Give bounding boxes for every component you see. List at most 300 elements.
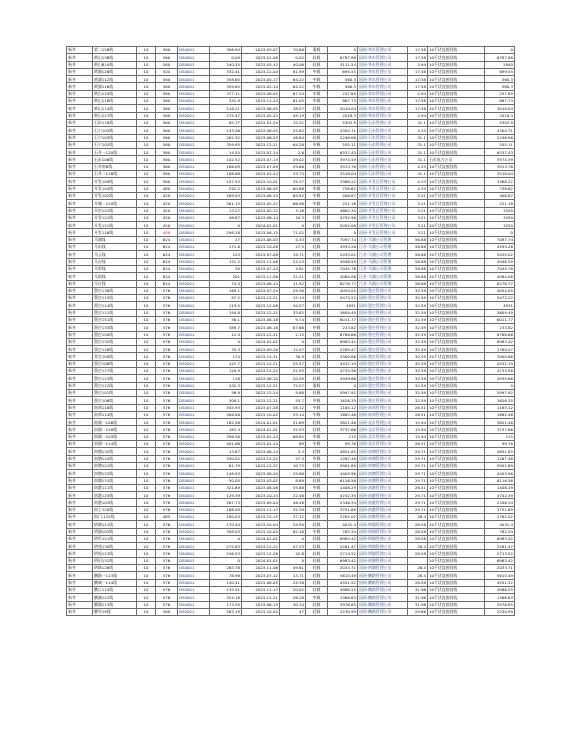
table-row [67, 484, 515, 491]
cost-cell: 257.89 [328, 90, 358, 97]
height-cell: 420 [156, 222, 178, 229]
province-cell: 新井 [67, 171, 93, 178]
height-cell: 576 [156, 353, 178, 360]
length-cell: 0 [210, 557, 242, 564]
unit-cell: 10千伏直接回线 [428, 83, 485, 90]
status-cell: 轻载 [306, 426, 328, 433]
qty-cell: 10 [137, 83, 156, 90]
rate-cell: 32.59 [408, 389, 428, 396]
unit-cell: 10千伏直接回线 [428, 47, 485, 54]
rate-cell: 3.21 [408, 214, 428, 221]
total-cell: 555.11 [485, 141, 515, 148]
company-cell: 国网·明湖管理公司 [358, 535, 408, 542]
value-cell: 37.12 [280, 514, 306, 521]
date-cell: 2023-01-24 [242, 433, 280, 440]
height-cell: 624 [156, 244, 178, 251]
height-cell: 576 [156, 462, 178, 469]
qty-cell: 10 [137, 280, 156, 287]
total-cell: 782.34 [485, 528, 515, 535]
unit-cell: 10千伏直接回线 [428, 141, 485, 148]
line-cell: 南邦116线 [93, 404, 137, 411]
value-cell: 61.99 [280, 68, 306, 75]
model-cell: DS0001 [178, 222, 210, 229]
qty-cell: 10 [137, 149, 156, 156]
rate-cell: 56.88 [408, 251, 428, 258]
table-row [67, 389, 515, 396]
rate-cell: 17.58 [408, 68, 428, 75]
length-cell: 263.19 [210, 608, 242, 615]
model-cell: DS0001 [178, 98, 210, 105]
rate-cell: 28.58 [408, 535, 428, 542]
value-cell: 9.88 [280, 389, 306, 396]
company-cell: 国网·开发区管理公司 [358, 185, 408, 192]
province-cell: 新井 [67, 535, 93, 542]
model-cell: DS0001 [178, 331, 210, 338]
line-cell: 鹏城一114线 [93, 579, 137, 586]
company-cell: 国网·北京管理公司 [358, 441, 408, 448]
height-cell: 576 [156, 368, 178, 375]
cost-cell: 3010.04 [328, 105, 358, 112]
company-cell: 国网·华东管理公司 [358, 61, 408, 68]
model-cell: DS0001 [178, 229, 210, 236]
date-cell: 2023-12-21 [242, 360, 280, 367]
total-cell: 5615.49 [485, 572, 515, 579]
model-cell: DS0001 [178, 280, 210, 287]
date-cell: 2023-03-02 [242, 477, 280, 484]
qty-cell: 10 [137, 419, 156, 426]
length-cell: 262.32 [210, 134, 242, 141]
cost-cell: 5901.89 [328, 462, 358, 469]
rate-cell: 56.88 [408, 258, 428, 265]
rate-cell: 31.96 [408, 594, 428, 601]
unit-cell: 10千伏直接回线 [428, 397, 485, 404]
unit-cell: 10千伏直接回线 [428, 309, 485, 316]
total-cell: 7097.74 [485, 236, 515, 243]
length-cell: 135.91 [210, 586, 242, 593]
date-cell: 2023-10-01 [242, 178, 280, 185]
cost-cell: 3913.76 [328, 163, 358, 170]
length-cell: 78.98 [210, 572, 242, 579]
company-cell: 国网·北京管理公司 [358, 419, 408, 426]
value-cell: 29.66 [280, 163, 306, 170]
date-cell: 2023-12-22 [242, 462, 280, 469]
model-cell: DS0001 [178, 572, 210, 579]
height-cell: 560 [156, 90, 178, 97]
line-cell: 黄山13B线 [93, 54, 137, 61]
status-cell: 轻载 [306, 572, 328, 579]
date-cell: 2023-11-13 [242, 586, 280, 593]
line-cell: 马东线 [93, 244, 137, 251]
model-cell: DS0001 [178, 273, 210, 280]
company-cell: 国网·墨庄管理公司 [358, 331, 408, 338]
table-row [67, 506, 515, 513]
status-cell: 轻载 [306, 119, 328, 126]
status-cell: 轻载 [306, 236, 328, 243]
length-cell: 389.7 [210, 324, 242, 331]
cost-cell: 5615.49 [328, 572, 358, 579]
province-cell: 新井 [67, 178, 93, 185]
province-cell: 新井 [67, 295, 93, 302]
table-row [67, 258, 515, 265]
date-cell: 2023-02-22 [242, 200, 280, 207]
table-row [67, 287, 515, 294]
total-cell: 6537.43 [485, 149, 515, 156]
rate-cell: 31.1 [408, 119, 428, 126]
rate-cell: 32.59 [408, 360, 428, 367]
length-cell: 187.4 [210, 426, 242, 433]
rate-cell: 29.66 [408, 608, 428, 615]
province-cell: 新井 [67, 127, 93, 134]
province-cell: 新井 [67, 419, 93, 426]
model-cell: DS0001 [178, 492, 210, 499]
table-row [67, 61, 515, 68]
date-cell: 2023-12-21 [242, 382, 280, 389]
total-cell: 6116.56 [485, 477, 515, 484]
total-cell: 2018.3 [485, 112, 515, 119]
province-cell: 新井 [67, 265, 93, 272]
province-cell: 新井 [67, 514, 93, 521]
province-cell: 新井 [67, 258, 93, 265]
length-cell: 401.86 [210, 441, 242, 448]
height-cell: 576 [156, 382, 178, 389]
qty-cell: 10 [137, 222, 156, 229]
value-cell: 71.02 [280, 229, 306, 236]
model-cell: DS0001 [178, 543, 210, 550]
rate-cell: 32.59 [408, 316, 428, 323]
province-cell: 新井 [67, 462, 93, 469]
unit-cell: 10千伏直接回线 [428, 207, 485, 214]
unit-cell: 10千伏直接回线 [428, 419, 485, 426]
table-row [67, 98, 515, 105]
date-cell: 2023-02-10 [242, 83, 280, 90]
total-cell: 6011.77 [485, 316, 515, 323]
qty-cell: 10 [137, 171, 156, 178]
model-cell: DS0001 [178, 601, 210, 608]
total-cell: 6768.66 [485, 331, 515, 338]
qty-cell: 10 [137, 594, 156, 601]
cost-cell: 555.11 [328, 141, 358, 148]
height-cell: 560 [156, 178, 178, 185]
unit-cell: 10千伏直接回线 [428, 200, 485, 207]
qty-cell: 10 [137, 346, 156, 353]
model-cell: DS0001 [178, 521, 210, 528]
model-cell: DS0001 [178, 375, 210, 382]
status-cell: 轻载 [306, 608, 328, 615]
value-cell: 32.53 [280, 426, 306, 433]
province-cell: 新井 [67, 608, 93, 615]
qty-cell: 10 [137, 295, 156, 302]
status-cell: 轻载 [306, 514, 328, 521]
status-cell: 轻载 [306, 163, 328, 170]
table-row [67, 156, 515, 163]
length-cell: 0.09 [210, 54, 242, 61]
company-cell: 国网·开发区管理公司 [358, 229, 408, 236]
company-cell: 国网·开发区管理公司 [358, 222, 408, 229]
rate-cell: 56.88 [408, 265, 428, 272]
unit-cell: 10千伏直接回线 [428, 185, 485, 192]
date-cell: 2023-08-19 [242, 601, 280, 608]
cost-cell: 1682.46 [328, 411, 358, 418]
company-cell: 国网·南港管理公司 [358, 499, 408, 506]
height-cell: 560 [156, 98, 178, 105]
table-row [67, 353, 515, 360]
model-cell: DS0001 [178, 550, 210, 557]
value-cell: 47 [280, 608, 306, 615]
company-cell: 国网·墨庄管理公司 [358, 360, 408, 367]
company-cell: 国网·石东管理公司 [358, 171, 408, 178]
length-cell: 140.41 [210, 579, 242, 586]
unit-cell: 10千伏直接回线 [428, 375, 485, 382]
line-cell: 南湖一114线 [93, 441, 137, 448]
table-row [67, 601, 515, 608]
line-cell: 墨庄106线 [93, 397, 137, 404]
length-cell: 147.7 [210, 360, 242, 367]
table-row [67, 433, 515, 440]
total-cell: 560.3 [485, 76, 515, 83]
height-cell: 624 [156, 280, 178, 287]
line-cell: 墨庄101线 [93, 389, 137, 396]
height-cell: 576 [156, 601, 178, 608]
qty-cell: 10 [137, 258, 156, 265]
value-cell: 58.12 [280, 404, 306, 411]
table-row [67, 462, 515, 469]
rate-cell: 29.71 [408, 455, 428, 462]
province-cell: 新井 [67, 470, 93, 477]
qty-cell: 10 [137, 273, 156, 280]
unit-cell: 10千伏直接回线 [428, 579, 485, 586]
province-cell: 新井 [67, 557, 93, 564]
province-cell: 新井 [67, 441, 93, 448]
line-cell: 墨庄114线 [93, 302, 137, 309]
rate-cell: 56.88 [408, 273, 428, 280]
model-cell: DS0001 [178, 90, 210, 97]
model-cell: DS0001 [178, 302, 210, 309]
date-cell: 2023-01-24 [242, 171, 280, 178]
cost-cell: 758.62 [328, 185, 358, 192]
cost-cell: 3974.59 [328, 156, 358, 163]
date-cell: 2023-11-24 [242, 98, 280, 105]
status-cell: 轻载 [306, 448, 328, 455]
company-cell: 国网·石东管理公司 [358, 127, 408, 134]
data-table [66, 46, 515, 616]
qty-cell: 10 [137, 98, 156, 105]
value-cell: 3.16 [280, 207, 306, 214]
province-cell: 新井 [67, 586, 93, 593]
cost-cell: 3518.04 [328, 171, 358, 178]
model-cell: DS0001 [178, 192, 210, 199]
province-cell: 新井 [67, 229, 93, 236]
total-cell: 3518.04 [485, 171, 515, 178]
model-cell: DS0001 [178, 462, 210, 469]
cost-cell: 1626.35 [328, 397, 358, 404]
company-cell: 国网·南塘管理公司 [358, 455, 408, 462]
province-cell: 新井 [67, 360, 93, 367]
total-cell: 4031.4 [485, 521, 515, 528]
status-cell: 轻载 [306, 543, 328, 550]
model-cell: DS0001 [178, 244, 210, 251]
date-cell: 2024-01-01 [242, 426, 280, 433]
value-cell: 33.73 [280, 171, 306, 178]
table-row [67, 214, 515, 221]
company-cell: 国网·开发区管理公司 [358, 178, 408, 185]
cost-cell: 3900.66 [328, 353, 358, 360]
value-cell: 0 [280, 557, 306, 564]
total-cell: 3368.22 [485, 178, 515, 185]
model-cell: DS0001 [178, 61, 210, 68]
value-cell: 64.92 [280, 192, 306, 199]
company-cell: 国网·开发区管理公司 [358, 200, 408, 207]
value-cell: 53.14 [280, 411, 306, 418]
table-row [67, 550, 515, 557]
rate-cell: 3.21 [408, 229, 428, 236]
line-cell: 马瑶线 [93, 273, 137, 280]
qty-cell: 10 [137, 90, 156, 97]
province-cell: 新井 [67, 156, 93, 163]
company-cell: 国网·石东管理公司 [358, 119, 408, 126]
total-cell: 758.62 [485, 185, 515, 192]
date-cell: 2023-12-04 [242, 68, 280, 75]
status-cell: 中载 [306, 528, 328, 535]
province-cell: 新井 [67, 112, 93, 119]
company-cell: 国网·石东管理公司 [358, 141, 408, 148]
province-cell: 新井 [67, 119, 93, 126]
date-cell: 2023-06-16 [242, 324, 280, 331]
line-cell: 明田131线 [93, 557, 137, 564]
model-cell: DS0001 [178, 594, 210, 601]
length-cell: 85.77 [210, 119, 242, 126]
province-cell: 新井 [67, 83, 93, 90]
status-cell: 轻载 [306, 419, 328, 426]
value-cell: 56.28 [280, 594, 306, 601]
line-cell: 鹏丘114线 [93, 586, 137, 593]
total-cell: 3976.85 [485, 601, 515, 608]
total-cell: 5997.92 [485, 389, 515, 396]
qty-cell: 10 [137, 426, 156, 433]
model-cell: DS0001 [178, 134, 210, 141]
qty-cell: 10 [137, 236, 156, 243]
date-cell: 2024-01-01 [242, 557, 280, 564]
value-cell: 0 [280, 222, 306, 229]
status-cell: 轻载 [306, 368, 328, 375]
qty-cell: 10 [137, 448, 156, 455]
length-cell: 186.59 [210, 506, 242, 513]
rate-cell: 32.59 [408, 353, 428, 360]
height-cell: 576 [156, 324, 178, 331]
length-cell: 129.9 [210, 368, 242, 375]
rate-cell: 3.21 [408, 192, 428, 199]
date-cell: 2023-12-21 [242, 331, 280, 338]
cost-cell: 3368.22 [328, 178, 358, 185]
status-cell: 轻载 [306, 265, 328, 272]
qty-cell: 10 [137, 76, 156, 83]
line-cell: 明苑130线 [93, 543, 137, 550]
unit-cell: 10千伏直接回线 [428, 404, 485, 411]
status-cell: 中载 [306, 484, 328, 491]
province-cell: 新井 [67, 433, 93, 440]
model-cell: DS0001 [178, 404, 210, 411]
cost-cell: 560.3 [328, 76, 358, 83]
total-cell: 2230.99 [485, 608, 515, 615]
height-cell: 560 [156, 127, 178, 134]
rate-cell: 56.88 [408, 244, 428, 251]
line-cell: 黄湖116线 [93, 83, 137, 90]
value-cell: 57.3 [280, 455, 306, 462]
province-cell: 新井 [67, 528, 93, 535]
line-cell: 南湖一106线 [93, 419, 137, 426]
unit-cell: 10千伏直接回线 [428, 543, 485, 550]
table-row [67, 521, 515, 528]
rate-cell: 31.1 [408, 134, 428, 141]
qty-cell: 10 [137, 528, 156, 535]
length-cell: 324.18 [210, 594, 242, 601]
province-cell: 新井 [67, 251, 93, 258]
date-cell: 2023-06-15 [242, 192, 280, 199]
height-cell: 576 [156, 535, 178, 542]
total-cell: 699.55 [485, 68, 515, 75]
length-cell: 74.4 [210, 280, 242, 287]
height-cell: 624 [156, 251, 178, 258]
company-cell: 国网·明湖管理公司 [358, 528, 408, 535]
rate-cell: 17.58 [408, 47, 428, 54]
rate-cell: 31.96 [408, 586, 428, 593]
height-cell: 560 [156, 54, 178, 61]
line-cell: 鹏湖112线 [93, 594, 137, 601]
value-cell: 0.02 [280, 54, 306, 61]
height-cell: 576 [156, 521, 178, 528]
cost-cell: 5303.9 [328, 119, 358, 126]
table-row [67, 368, 515, 375]
cost-cell: 4939.66 [328, 375, 358, 382]
rate-cell: 29.71 [408, 492, 428, 499]
model-cell: DS0001 [178, 185, 210, 192]
qty-cell: 10 [137, 389, 156, 396]
unit-cell: 10千伏直接回线 [428, 338, 485, 345]
date-cell: 2023-10-02 [242, 411, 280, 418]
date-cell: 2023-07-12 [242, 572, 280, 579]
status-cell: 中载 [306, 141, 328, 148]
province-cell: 新井 [67, 477, 93, 484]
province-cell: 新井 [67, 302, 93, 309]
line-cell: 鹏岑19线 [93, 608, 137, 615]
qty-cell: 10 [137, 192, 156, 199]
length-cell: 174 [210, 353, 242, 360]
total-cell: 5901.89 [485, 462, 515, 469]
length-cell: 56.9 [210, 389, 242, 396]
date-cell: 2023-11-06 [242, 565, 280, 572]
company-cell: 国网·墨庄管理公司 [358, 382, 408, 389]
unit-cell: 10千伏直接回线 [428, 470, 485, 477]
province-cell: 新井 [67, 426, 93, 433]
company-cell: 国网·华东管理公司 [358, 83, 408, 90]
company-cell: 国网·墨庄管理公司 [358, 346, 408, 353]
total-cell: 4593.26 [485, 244, 515, 251]
company-cell: 国网·墨庄管理公司 [358, 375, 408, 382]
date-cell: 2023-12-22 [242, 543, 280, 550]
company-cell: 国网·鹏路管理公司 [358, 601, 408, 608]
qty-cell: 10 [137, 141, 156, 148]
company-cell: 国网·墨庄管理公司 [358, 316, 408, 323]
length-cell: 182.56 [210, 419, 242, 426]
unit-cell: 10千伏直接回线 [428, 134, 485, 141]
qty-cell: 10 [137, 462, 156, 469]
province-cell: 新井 [67, 244, 93, 251]
cost-cell: 4054.05 [328, 287, 358, 294]
rate-cell: 29.71 [408, 470, 428, 477]
cost-cell: 3821.48 [328, 419, 358, 426]
model-cell: DS0001 [178, 258, 210, 265]
cost-cell: 4551.52 [328, 579, 358, 586]
total-cell: 4432.19 [485, 360, 515, 367]
